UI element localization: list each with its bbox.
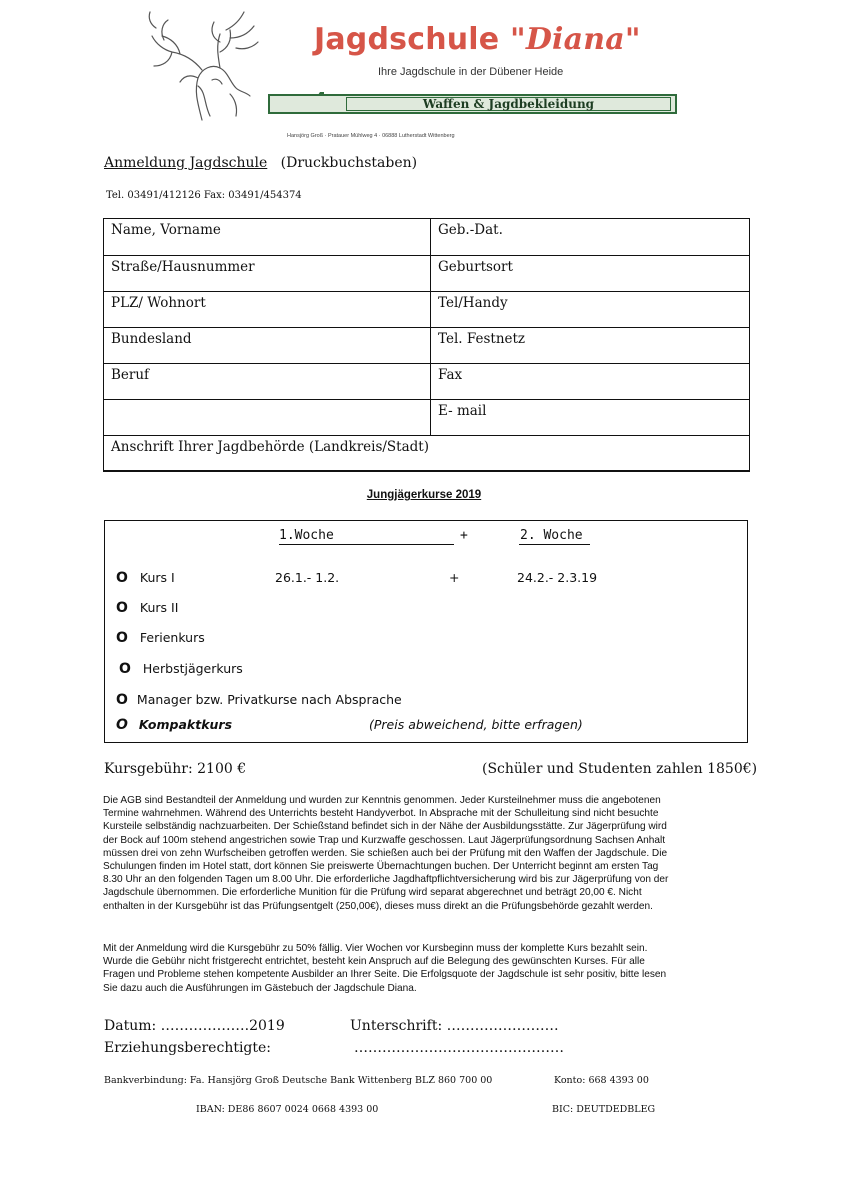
- personal-data-table: [103, 218, 750, 472]
- bic: BIC: DEUTDEDBLEG: [552, 1104, 656, 1115]
- terms-paragraph-1: Die AGB sind Bestandteil der Anmeldung und wurden zur Kenntnis genommen. Jeder Kursteilnehmer muss die angebotenen Termine wahrnehmen. Während des Unterrichts besteht Handyverbot. In Absprache mit der Schulleitung sind nicht besuchte Kursteile selbständig nachzuarbeiten. Der Schießstand befindet sich in der Nähe der Ausbildungsstätte. Zur Jägerprüfung wird der Bock auf 100m stehend angestrichen sowie Trap und Kurzwaffe geschossen. Laut Jägerprüfungsordnung Sachsen Anhalt müssen drei von zehn Wurfscheiben getroffen werden. Sie schießen auch bei der Prüfung mit den Waffen der Jagdschule. Die Schulungen finden im Hotel statt, dort können Sie preiswerte Übernachtungen buchen. Der Unterricht beginnt am ersten Tag 8.30 Uhr an den folgenden Tagen um 8.00 Uhr. Die erforderliche Jagdhaftpflichtversicherung wird bis zur Jägerprüfung von der Jagdschule übernommen. Die erforderliche Munition für die Prüfung wird separat abgerechnet und beträgt 20,00 €. Nicht enthalten in der Kursgebühr ist das Prüfungsentgelt (250,00€), dieses muss direkt an die Prüfungsbehörde gezahlt werden.: [103, 795, 669, 912]
- state-field[interactable]: Bundesland: [104, 328, 431, 363]
- form-row: [104, 327, 749, 363]
- form-row: [104, 435, 749, 470]
- form-row: [104, 291, 749, 327]
- student-fee: (Schüler und Studenten zahlen 1850€): [482, 761, 758, 777]
- birthplace-field[interactable]: Geburtsort: [438, 259, 513, 275]
- page-title: Anmeldung Jagdschule: [104, 155, 268, 171]
- contact-line: Tel. 03491/412126 Fax: 03491/454374: [106, 190, 302, 201]
- radio-circle-icon[interactable]: O: [116, 600, 128, 616]
- kurs1-week2-dates: 24.2.- 2.3.19: [517, 570, 598, 585]
- banner-text: Waffen & Jagdbekleidung: [422, 97, 595, 111]
- courses-title: Jungjägerkurse 2019: [366, 489, 482, 501]
- kurs1-plus: +: [449, 570, 460, 585]
- form-row: [104, 219, 749, 255]
- course-fee: Kursgebühr: 2100 €: [104, 761, 247, 777]
- fax-field[interactable]: Fax: [438, 367, 463, 383]
- city-field[interactable]: PLZ/ Wohnort: [104, 292, 431, 327]
- course-option-kompaktkurs[interactable]: O Kompaktkurs: [116, 717, 233, 733]
- form-row: [104, 255, 749, 291]
- plus-header: +: [460, 528, 468, 543]
- email-field[interactable]: E- mail: [438, 403, 487, 419]
- guardian-label: Erziehungsberechtigte:: [104, 1040, 272, 1056]
- street-field[interactable]: Straße/Hausnummer: [104, 256, 431, 291]
- radio-circle-icon[interactable]: O: [119, 661, 131, 677]
- radio-circle-icon[interactable]: O: [116, 717, 128, 733]
- banner: [268, 94, 677, 114]
- print-note: (Druckbuchstaben): [280, 155, 418, 171]
- letterhead-address: Hansjörg Groß · Pratauer Mühlweg 4 · 06888 Lutherstadt Wittenberg: [287, 133, 455, 139]
- signature-field[interactable]: Unterschrift: ……………………: [350, 1018, 559, 1034]
- course-option-kurs1[interactable]: O Kurs I: [116, 570, 175, 586]
- birthdate-field[interactable]: Geb.-Dat.: [438, 222, 503, 238]
- course-option-managerkurs[interactable]: O Manager bzw. Privatkurse nach Absprache: [116, 692, 402, 708]
- radio-circle-icon[interactable]: O: [116, 570, 128, 586]
- course-option-herbstjaegerkurs[interactable]: O Herbstjägerkurs: [119, 661, 243, 677]
- week1-header: 1.Woche: [279, 528, 334, 543]
- course-option-kurs2[interactable]: O Kurs II: [116, 600, 179, 616]
- brand-tagline: Ihre Jagdschule in der Dübener Heide: [378, 66, 564, 78]
- deer-head-logo-icon: [140, 8, 270, 128]
- account-number: Konto: 668 4393 00: [554, 1075, 649, 1086]
- mobile-field[interactable]: Tel/Handy: [438, 295, 508, 311]
- terms-paragraph-2: Mit der Anmeldung wird die Kursgebühr zu 50% fällig. Vier Wochen vor Kursbeginn muss der komplette Kurs bezahlt sein. Wurde die Gebühr nicht fristgerecht entrichtet, besteht kein Anspruch auf die Belegung des gewünschten Kurses. Für alle Fragen und Probleme stehen kompetente Ausbilder an Ihrer Seite. Die Erfolgsquote der Jagdschule ist sehr positiv, bitte lesen Sie dazu auch die Ausführungen im Gästebuch der Jagdschule Diana.: [103, 943, 667, 994]
- brand-title: Jagdschule "Diana": [314, 22, 641, 57]
- form-row: [104, 363, 749, 399]
- radio-circle-icon[interactable]: O: [116, 692, 128, 708]
- course-option-ferienkurs[interactable]: O Ferienkurs: [116, 630, 205, 646]
- iban: IBAN: DE86 8607 0024 0668 4393 00: [196, 1104, 379, 1115]
- name-field[interactable]: Name, Vorname: [104, 219, 431, 255]
- authority-field[interactable]: Anschrift Ihrer Jagdbehörde (Landkreis/Stadt): [111, 439, 429, 455]
- blank-field[interactable]: [104, 400, 431, 435]
- date-field[interactable]: Datum: ……………….2019: [104, 1018, 285, 1034]
- radio-circle-icon[interactable]: O: [116, 630, 128, 646]
- registration-heading: [104, 155, 417, 171]
- bank-details: Bankverbindung: Fa. Hansjörg Groß Deutsche Bank Wittenberg BLZ 860 700 00: [104, 1075, 493, 1086]
- landline-field[interactable]: Tel. Festnetz: [438, 331, 526, 347]
- form-row: [104, 399, 749, 435]
- kurs1-week1-dates: 26.1.- 1.2.: [275, 570, 340, 585]
- week2-header: 2. Woche: [520, 528, 583, 543]
- guardian-signature-field[interactable]: ………………………………………: [354, 1040, 564, 1056]
- kompakt-price-note: (Preis abweichend, bitte erfragen): [369, 717, 583, 732]
- occupation-field[interactable]: Beruf: [104, 364, 431, 399]
